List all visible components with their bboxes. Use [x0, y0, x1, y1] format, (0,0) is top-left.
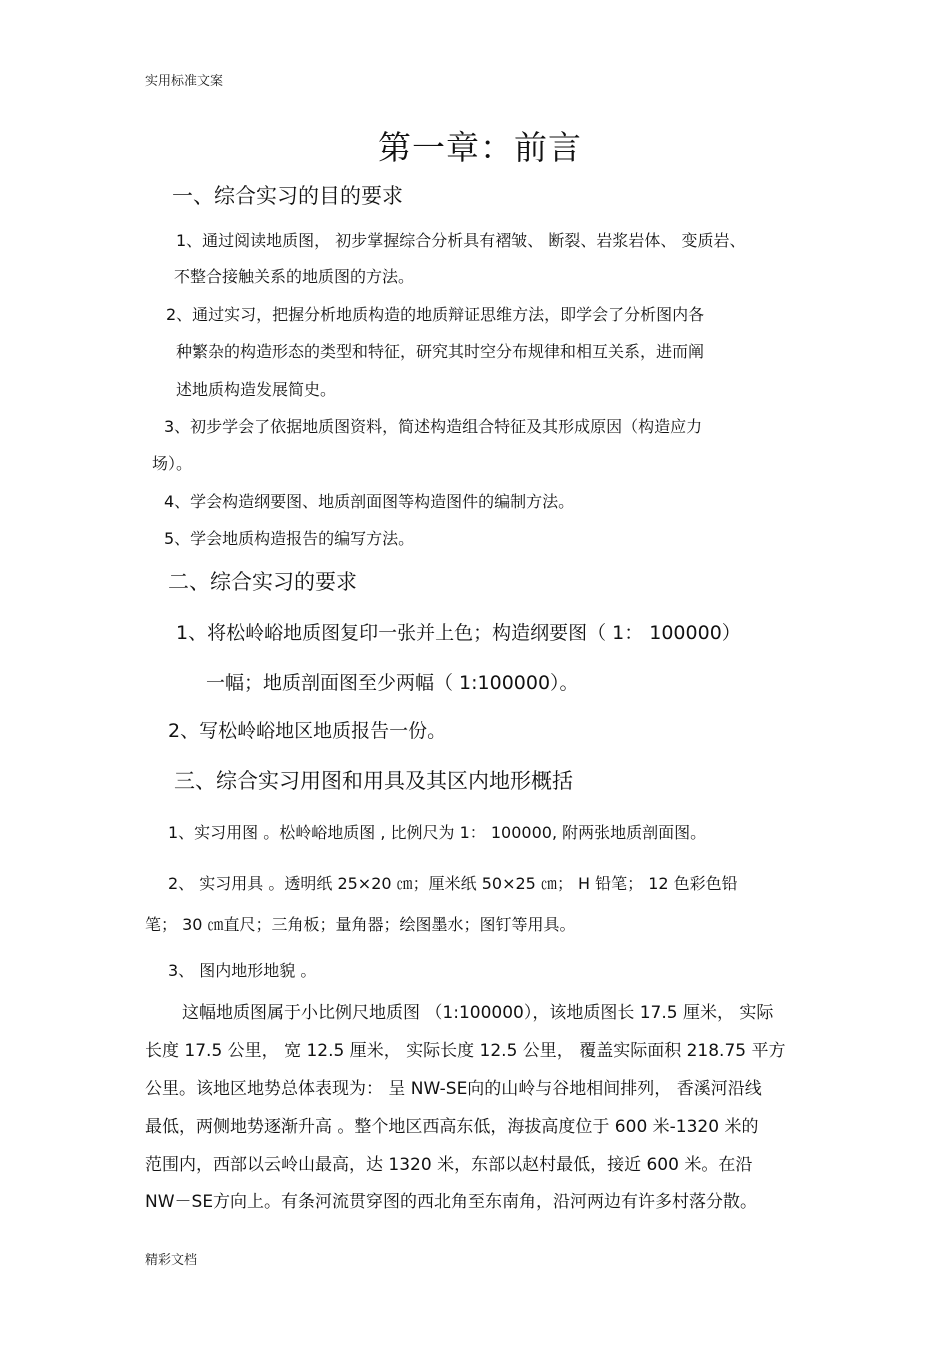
terrain-paragraph-line: 长度 17.5 公里， 宽 12.5 厘米， 实际长度 12.5 公里， 覆盖实际面积 218.75 平方: [145, 1041, 786, 1061]
tools-item-equipment: 2、 实习用具 。透明纸 25×20 ㎝；厘米纸 50×25 ㎝； H 铅笔； 12 色彩色铅: [168, 874, 738, 893]
section-1-line: 5、学会地质构造报告的编写方法。: [164, 529, 415, 548]
section-1-line: 4、学会构造纲要图、地质剖面图等构造图件的编制方法。: [164, 492, 575, 511]
section-1-line: 述地质构造发展简史。: [176, 380, 337, 399]
section-1-line: 3、初步学会了依据地质图资料，简述构造组合特征及其形成原因（构造应力: [164, 417, 703, 436]
section-2-line: 一幅；地质剖面图至少两幅（ 1:100000）。: [206, 672, 579, 694]
page-footer: 精彩文档: [145, 1253, 198, 1268]
section-1-line: 1、通过阅读地质图， 初步掌握综合分析具有褶皱、 断裂、岩浆岩体、 变质岩、: [176, 231, 746, 250]
section-1-line: 2、通过实习，把握分析地质构造的地质辩证思维方法，即学会了分析图内各: [166, 305, 705, 324]
section-1-line: 不整合接触关系的地质图的方法。: [174, 267, 415, 286]
chapter-title: 第一章：前言: [378, 128, 582, 167]
section-1-heading: 一、综合实习的目的要求: [172, 184, 403, 208]
terrain-item-heading: 3、 图内地形地貌 。: [168, 961, 317, 980]
section-1-line: 种繁杂的构造形态的类型和特征，研究其时空分布规律和相互关系，进而阐: [176, 342, 705, 361]
section-1-line: 场）。: [152, 454, 193, 473]
terrain-paragraph-line: 公里。该地区地势总体表现为： 呈 NW-SE向的山岭与谷地相间排列， 香溪河沿线: [145, 1079, 762, 1099]
terrain-paragraph-line: 最低，两侧地势逐渐升高 。整个地区西高东低，海拔高度位于 600 米-1320 米的: [145, 1117, 759, 1137]
section-2-line: 2、写松岭峪地区地质报告一份。: [168, 720, 447, 742]
tools-item-maps: 1、实习用图 。松岭峪地质图 , 比例尺为 1： 100000, 附两张地质剖面图。: [168, 823, 707, 842]
page-header: 实用标准文案: [145, 74, 224, 89]
terrain-paragraph-line: NW－SE方向上。有条河流贯穿图的西北角至东南角，沿河两边有许多村落分散。: [145, 1192, 758, 1212]
tools-item-equipment-cont: 笔； 30 ㎝直尺；三角板；量角器；绘图墨水；图钉等用具。: [145, 915, 576, 934]
terrain-paragraph-line: 这幅地质图属于小比例尺地质图 （1:100000），该地质图长 17.5 厘米， 实际: [182, 1003, 774, 1023]
terrain-paragraph-line: 范围内，西部以云岭山最高，达 1320 米，东部以赵村最低，接近 600 米。在沿: [145, 1155, 753, 1175]
section-3-heading: 三、综合实习用图和用具及其区内地形概括: [174, 769, 573, 793]
section-2-heading: 二、综合实习的要求: [168, 570, 357, 594]
section-2-line: 1、将松岭峪地质图复印一张并上色；构造纲要图（ 1： 100000）: [176, 622, 741, 644]
